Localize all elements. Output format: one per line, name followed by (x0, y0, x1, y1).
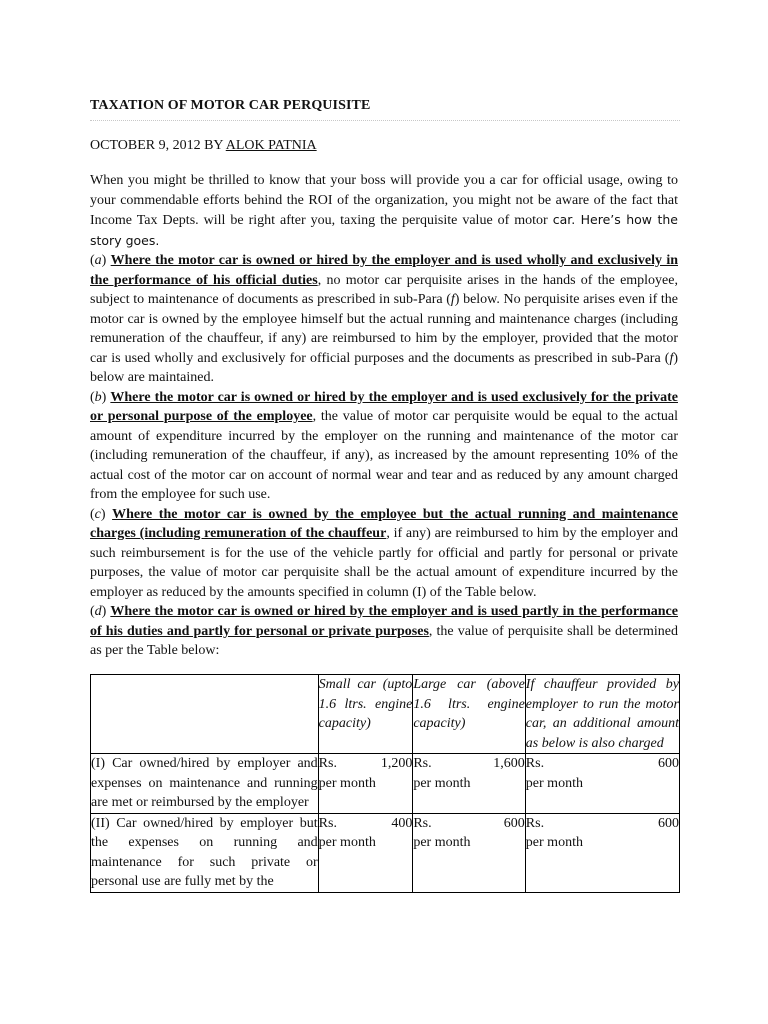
table-row (91, 754, 680, 814)
paragraph-d: (d) Where the motor car is owned or hired by the employer and is used partly in the performance of his duties and partly for personal or private purposes, the value of perquisite shall be determined as per the Table below: (90, 604, 678, 658)
para-label: d (94, 604, 102, 619)
para-heading: Where the motor car is owned by the employee but the actual running and maintenance charges (including remuneration of the chauffeur (90, 506, 678, 541)
amount-cell: Rs. 400 per month (318, 813, 413, 892)
perquisite-rates-table (90, 674, 680, 893)
amount-cell: Rs. 600 per month (525, 813, 679, 892)
amount-cell: Rs. 600 per month (525, 754, 679, 814)
article-title: TAXATION OF MOTOR CAR PERQUISITE (90, 98, 371, 113)
table-header-cell: Small car (upto 1.6 ltrs. engine capacity) (318, 675, 413, 754)
amount-cell: Rs. 1,600 per month (413, 754, 525, 814)
para-label: c (94, 506, 101, 522)
paragraph-b: (b) Where the motor car is owned or hired by the employer and is used exclusively for the private or personal purpose of the employee, the value of motor car perquisite would be equal to the actual amount of expenditure incurred by the employer on the running and maintenance of the motor car (including remuneration of the chauffeur, if any), as increased by the amount representing 10% of the actual cost of the motor car on account of normal wear and tear and as reduced by any amount charged from the employee for such use. (90, 389, 678, 502)
article-dateline (90, 138, 317, 154)
amount-cell: Rs. 600 per month (413, 813, 525, 892)
table-header-cell (91, 675, 319, 754)
amount-cell: Rs. 1,200 per month (318, 754, 413, 814)
article-date: OCTOBER 9, 2012 BY (90, 138, 226, 153)
row-label: (II) Car owned/hired by employer but the expenses on running and maintenance for such private or personal use are fully met by the (91, 813, 319, 892)
paragraph-a: (a) Where the motor car is owned or hired by the employer and is used wholly and exclusively in the performance of his official duties, no motor car perquisite arises in the hands of the employee, subject to maintenance of documents as prescribed in sub-Para (f) below. No perquisite arises even if the motor car is owned by the employee himself but the actual running and maintenance charges (including remuneration of the chauffeur, if any) are reimbursed to him by the employer, provided that the motor car is used wholly and exclusively for official purposes and the documents as prescribed in sub-Para (f) below are maintained. (90, 253, 678, 385)
table-row (91, 813, 680, 892)
table-header-row (91, 675, 680, 754)
intro-tail: car. Here’s how the story goes. (90, 212, 678, 248)
row-label: (I) Car owned/hired by employer and expenses on maintenance and running are met or reimbursed by the employer (91, 754, 319, 814)
para-heading: Where the motor car is owned or hired by the employer and is used partly in the performance of his duties and partly for personal or private purposes (90, 604, 678, 639)
para-label: a (94, 253, 102, 268)
title-divider (90, 120, 680, 121)
intro-paragraph: When you might be thrilled to know that your boss will provide you a car for official usage, owing to your commendable efforts behind the ROI of the organization, you might not be aware of the fact that Income Tax Depts. will be right after you, taxing the perquisite value of motor car. Here’s how the story goes. (90, 173, 678, 248)
author-link[interactable]: ALOK PATNIA (225, 138, 317, 153)
paragraph-c: (c) Where the motor car is owned by the employee but the actual running and maintenance charges (including remuneration of the chauffeur, if any) are reimbursed to him by the employer and such reimbursement is for the use of the vehicle partly for official and partly for personal or private purposes, the value of motor car perquisite shall be the actual amount of expenditure incurred by the employer as reduced by the amounts specified in column (I) of the Table below. (90, 506, 678, 600)
article-body (90, 171, 678, 661)
para-heading: Where the motor car is owned or hired by the employer and is used wholly and exclusively in the performance of his official duties (90, 253, 678, 288)
para-heading: Where the motor car is owned or hired by the employer and is used exclusively for the private or personal purpose of the employee (90, 389, 678, 424)
para-label: b (94, 389, 102, 405)
table-header-cell: Large car (above 1.6 ltrs. engine capacity) (413, 675, 525, 754)
table-header-cell: If chauffeur provided by employer to run the motor car, an additional amount as below is also charged (525, 675, 679, 754)
